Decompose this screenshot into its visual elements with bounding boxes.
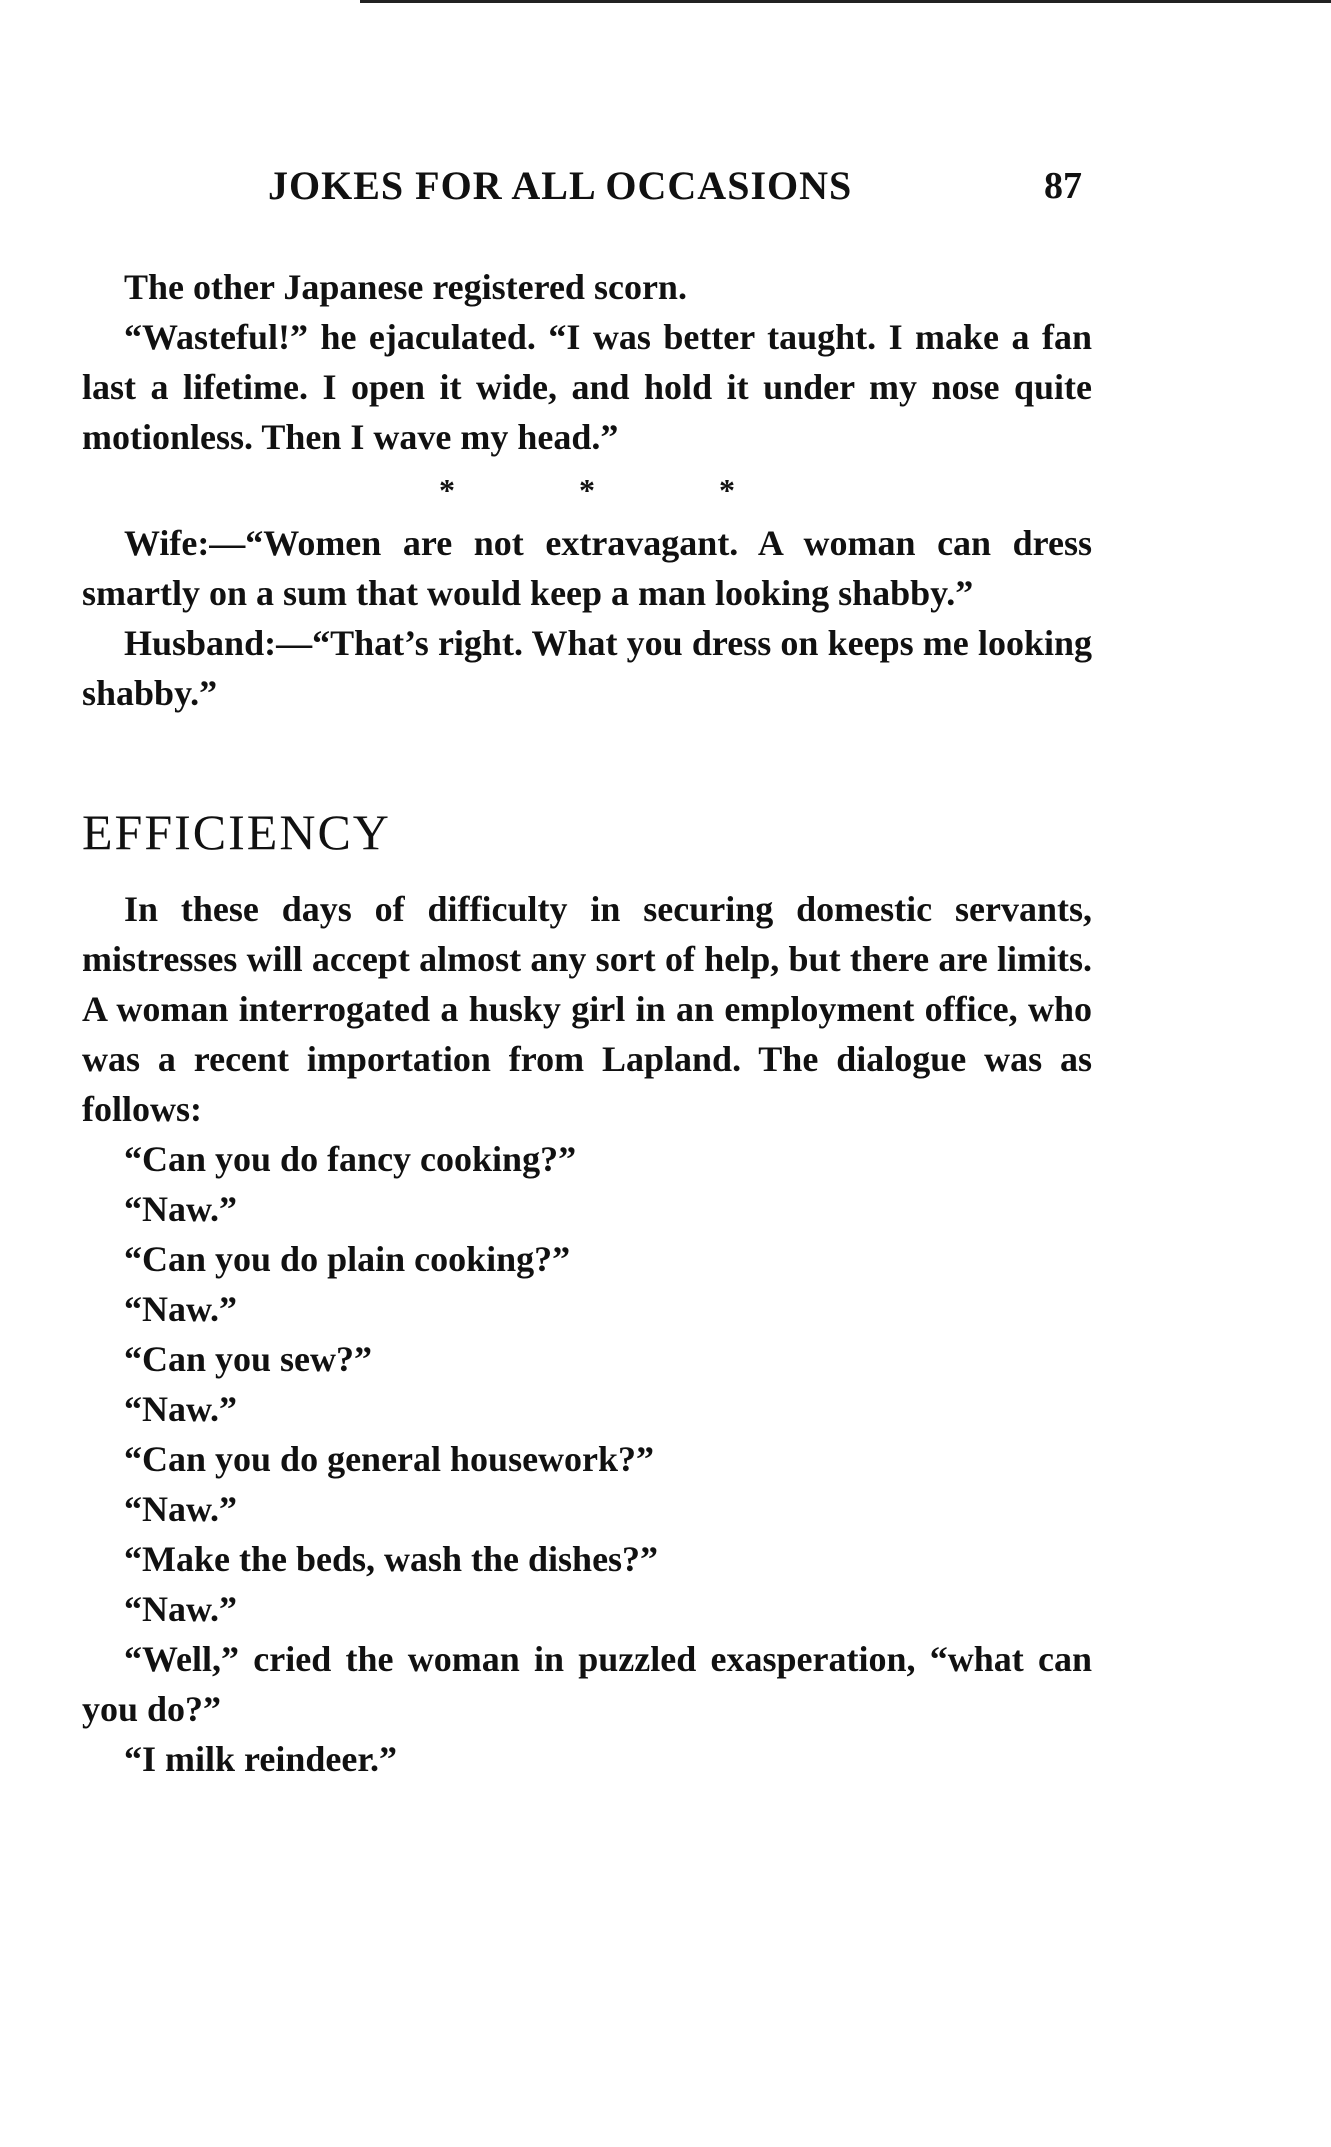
running-header (0, 162, 1331, 212)
joke1-paragraph-2: “Wasteful!” he ejaculated. “I was better taught. I make a fan last a lifetime. I open it wide, and hold it under my nose quite motionless. Then I wave my head.” (82, 317, 1092, 457)
page-number: 87 (1044, 165, 1082, 207)
section-separator-stars: * * * (439, 472, 793, 508)
dialogue-line: “Make the beds, wash the dishes?” (124, 1539, 659, 1579)
dialogue-line: “Naw.” (124, 1289, 238, 1329)
dialogue-line: “Can you do plain cooking?” (124, 1239, 571, 1279)
page-body (82, 262, 1092, 1784)
joke2-paragraph-1: Wife:—“Women are not extravagant. A woman can dress smartly on a sum that would keep a man looking shabby.” (82, 523, 1092, 613)
joke2-paragraph-2: Husband:—“That’s right. What you dress on keeps me looking shabby.” (82, 623, 1092, 713)
dialogue-line: “Naw.” (124, 1389, 238, 1429)
dialogue-line: “Well,” cried the woman in puzzled exasperation, “what can you do?” (82, 1639, 1092, 1729)
dialogue-line: “Can you do general housework?” (124, 1439, 655, 1479)
dialogue-line: “Naw.” (124, 1189, 238, 1229)
dialogue-line: “Can you sew?” (124, 1339, 373, 1379)
joke1-paragraph-1: The other Japanese registered scorn. (124, 267, 687, 307)
dialogue-line: “Naw.” (124, 1489, 238, 1529)
dialogue-line: “Can you do fancy cooking?” (124, 1139, 577, 1179)
dialogue-line: “Naw.” (124, 1589, 238, 1629)
section-heading: EFFICIENCY (82, 804, 391, 860)
section-intro-paragraph: In these days of difficulty in securing domestic servants, mistresses will accept almost any sort of help, but there are limits. A woman interrogated a husky girl in an employment office, who was a recent importation from Lapland. The dialogue was as follows: (82, 889, 1092, 1129)
dialogue-line: “I milk reindeer.” (124, 1739, 398, 1779)
running-title: JOKES FOR ALL OCCASIONS (268, 163, 853, 208)
top-edge-rule (360, 0, 1331, 3)
